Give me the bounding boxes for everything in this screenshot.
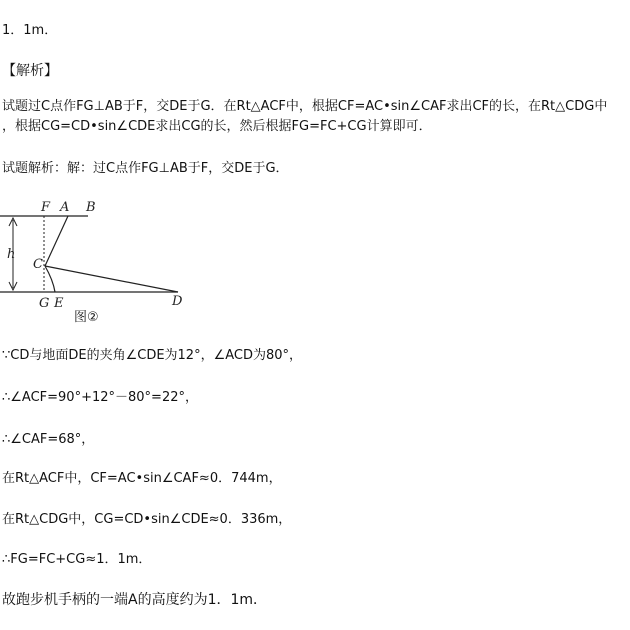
answer-line: 1．1m．: [2, 23, 58, 38]
label-g: G: [39, 296, 50, 311]
analysis-text-line-1: 试题过C点作FG⊥AB于F，交DE于G．在Rt△ACF中，根据CF=AC•sin∠CAF求出CF的长，在Rt△CDG中: [2, 99, 608, 114]
analysis-heading: 【解析】: [2, 63, 58, 79]
label-h: h: [7, 247, 16, 262]
label-f: F: [41, 200, 51, 215]
solution-step-5: 在Rt△CDG中，CG=CD•sin∠CDE≈0．336m，: [2, 512, 292, 527]
solution-step-2: ∴∠ACF=90°+12°－80°=22°，: [2, 390, 198, 405]
segment-cd: [45, 266, 178, 292]
curve-ce: [45, 266, 55, 292]
solution-step-4: 在Rt△ACF中，CF=AC•sin∠CAF≈0．744m，: [2, 471, 282, 486]
segment-ac: [45, 216, 68, 266]
label-e: E: [54, 296, 64, 311]
conclusion: 故跑步机手柄的一端A的高度约为1．1m．: [2, 592, 268, 608]
label-a: A: [60, 200, 70, 215]
geometry-figure: [0, 196, 200, 328]
solution-step-1: ∵CD与地面DE的夹角∠CDE为12°，∠ACD为80°，: [2, 348, 303, 363]
label-b: B: [86, 200, 96, 215]
figure-caption: 图②: [74, 310, 99, 325]
solution-step-3: ∴∠CAF=68°，: [2, 432, 95, 447]
label-d: D: [172, 294, 183, 309]
solution-step-6: ∴FG=FC+CG≈1．1m．: [2, 552, 152, 567]
analysis-text-line-2: ，根据CG=CD•sin∠CDE求出CG的长，然后根据FG=FC+CG计算即可．: [2, 119, 432, 134]
label-c: C: [33, 257, 43, 272]
solution-intro: 试题解析：解：过C点作FG⊥AB于F，交DE于G．: [2, 161, 289, 176]
